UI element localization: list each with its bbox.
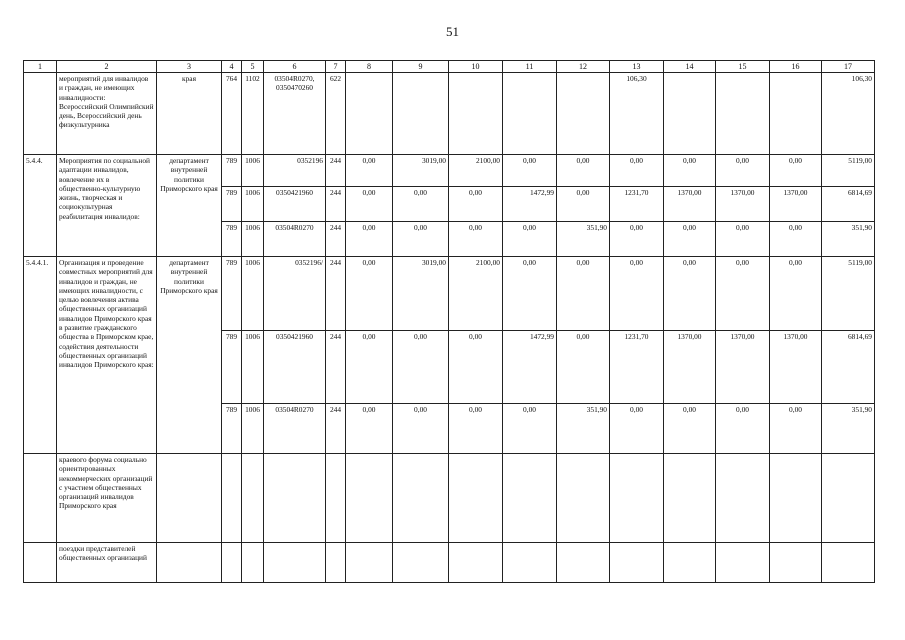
activity-name: поездки представителей общественных организаций <box>57 543 157 583</box>
table-row: 789 1006 0350421960 244 0,00 0,00 0,00 1472,99 0,00 1231,70 1370,00 1370,00 1370,00 6814,69 <box>24 187 875 222</box>
item-number: 5.4.4. <box>24 155 57 257</box>
table-row: 789 1006 03504R0270 244 0,00 0,00 0,00 0,00 351,90 0,00 0,00 0,00 0,00 351,90 <box>24 222 875 257</box>
header-cell: 14 <box>664 61 716 73</box>
header-cell: 1 <box>24 61 57 73</box>
header-cell: 7 <box>326 61 346 73</box>
header-cell: 9 <box>393 61 449 73</box>
page-number: 51 <box>446 24 459 39</box>
header-cell: 3 <box>157 61 222 73</box>
header-cell: 16 <box>770 61 822 73</box>
activity-name: Мероприятия по социальной адаптации инвалидов, вовлечение их в общественно-культурную жизнь, творческая и социокультурная реабилитация инвалидов: <box>57 155 157 257</box>
header-row <box>24 61 875 73</box>
header-cell: 13 <box>610 61 664 73</box>
table-row: 5.4.4. Мероприятия по социальной адаптации инвалидов, вовлечение их в общественно-культурную жизнь, творческая и социокультурная реабилитация инвалидов: департамент внутренней политики Приморского края 789 1006 0352196 244 0,00 3019,00 2100,00 0,00 0,00 0,00 0,00 0,00 0,00 5119,00 <box>24 155 875 187</box>
header-cell: 12 <box>557 61 610 73</box>
executor: края <box>157 73 222 155</box>
executor: департамент внутренней политики Приморского края <box>157 155 222 257</box>
header-cell: 5 <box>242 61 264 73</box>
header-cell: 17 <box>822 61 875 73</box>
item-number: 5.4.4.1. <box>24 257 57 454</box>
header-cell: 2 <box>57 61 157 73</box>
header-cell: 8 <box>346 61 393 73</box>
table-row: 789 1006 0350421960 244 0,00 0,00 0,00 1472,99 0,00 1231,70 1370,00 1370,00 1370,00 6814,69 <box>24 331 875 404</box>
executor: департамент внутренней политики Приморского края <box>157 257 222 454</box>
table-row <box>24 543 875 583</box>
table-row: 5.4.4.1. Организация и проведение совместных мероприятий для инвалидов и граждан, не имеющих инвалидности, с целью вовлечения актива общественных организаций инвалидов Приморского края в развитие гражданского общества в Приморском крае, содействия деятельности общественных организаций инвалидов Приморского края: департамент внутренней политики Приморского края 789 1006 0352196/ 244 0,00 3019,00 2100,00 0,00 0,00 0,00 0,00 0,00 0,00 5119,00 <box>24 257 875 331</box>
header-cell: 4 <box>222 61 242 73</box>
header-cell: 15 <box>716 61 770 73</box>
header-cell: 11 <box>503 61 557 73</box>
header-cell: 6 <box>264 61 326 73</box>
table-row <box>24 454 875 543</box>
header-cell: 10 <box>449 61 503 73</box>
activity-name: Организация и проведение совместных мероприятий для инвалидов и граждан, не имеющих инвалидности, с целью вовлечения актива общественных организаций инвалидов Приморского края в развитие гражданского общества в Приморском крае, содействия деятельности общественных организаций инвалидов Приморского края: <box>57 257 157 454</box>
table-row: 789 1006 03504R0270 244 0,00 0,00 0,00 0,00 351,90 0,00 0,00 0,00 0,00 351,90 <box>24 404 875 454</box>
table-row: мероприятий для инвалидов и граждан, не имеющих инвалидности: Всероссийский Олимпийский день, Всероссийский день физкультурника края 764 1102 03504R0270, 0350470260 622 106,30 106,30 <box>24 73 875 155</box>
activity-name: мероприятий для инвалидов и граждан, не имеющих инвалидности: Всероссийский Олимпийский день, Всероссийский день физкультурника <box>57 73 157 155</box>
budget-table <box>23 60 875 583</box>
activity-name: краевого форума социально ориентированных некоммерческих организаций с участием общественных организаций инвалидов Приморского края <box>57 454 157 543</box>
